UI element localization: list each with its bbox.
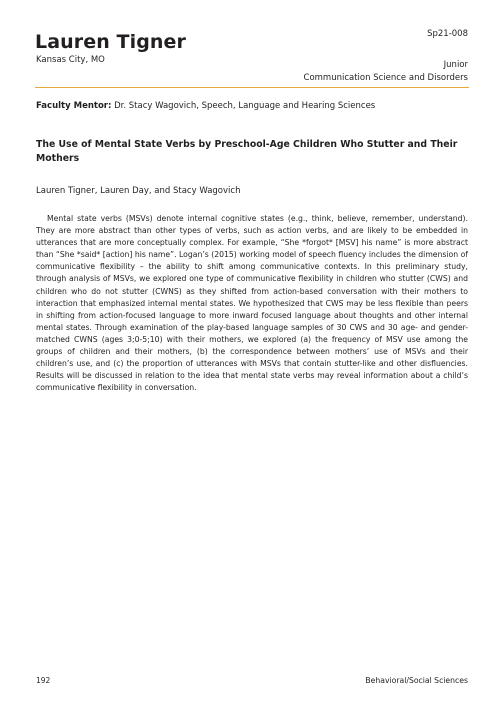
student-year: Junior bbox=[443, 60, 468, 70]
faculty-mentor-value: Dr. Stacy Wagovich, Speech, Language and Hearing Sciences bbox=[111, 101, 376, 111]
paper-title: The Use of Mental State Verbs by Preschool-Age Children Who Stutter and Their Mothers bbox=[36, 139, 458, 164]
page-number: 192 bbox=[36, 676, 51, 685]
student-major: Communication Science and Disorders bbox=[303, 73, 468, 83]
abstract-body: Mental state verbs (MSVs) denote internal cognitive states (e.g., think, believe, remember, understand). They are more abstract than other types of verbs, such as action verbs, and are likely to be embedded in utterances that are more conceptually complex. For example, “She *forgot* [MSV] his name” is more abstract than “She *said* [action] his name”. Logan’s (2015) working model of speech fluency includes the dimension of communicative flexibility – the ability to shift among communicative contexts. In this preliminary study, through analysis of MSVs, we explored one type of communicative flexibility in children who stutter (CWS) and children who do not stutter (CWNS) as they shifted from action-based conversation with their mothers to interaction that emphasized internal mental states. We hypothesized that CWS may be less flexible than peers in shifting from action-focused language to more inward focused language about thoughts and other internal mental states. Through examination of the play-based language samples of 30 CWS and 30 age- and gender-matched CWNS (ages 3;0-5;10) with their mothers, we explored (a) the frequency of MSV use among the groups of children and their mothers, (b) the correspondence between mothers’ use of MSVs and their children’s use, and (c) the proportion of utterances with MSVs that contain stutter-like and other disfluencies. Results will be discussed in relation to the idea that mental state verbs may reveal information about a child’s communicative flexibility in conversation. bbox=[36, 214, 468, 393]
section-label: Behavioral/Social Sciences bbox=[365, 676, 468, 685]
abstract-code: Sp21-008 bbox=[427, 29, 468, 39]
faculty-mentor bbox=[36, 101, 375, 112]
student-name: Lauren Tigner bbox=[35, 31, 187, 53]
paper-authors: Lauren Tigner, Lauren Day, and Stacy Wagovich bbox=[36, 186, 241, 196]
header-divider bbox=[35, 87, 469, 88]
faculty-mentor-label: Faculty Mentor: bbox=[36, 101, 112, 111]
student-location: Kansas City, MO bbox=[36, 55, 105, 65]
